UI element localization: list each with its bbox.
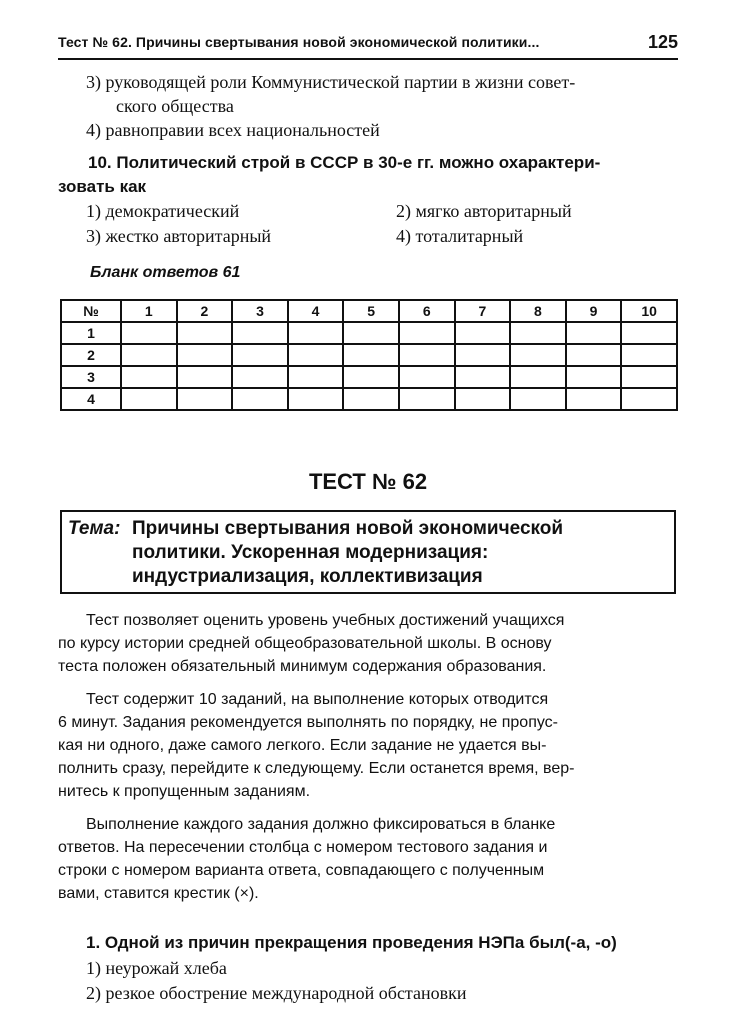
- answer-cell[interactable]: [621, 388, 677, 410]
- topic-label: Тема:: [68, 518, 121, 539]
- question-1-option-2: 2) резкое обострение международной обстановки: [86, 983, 467, 1003]
- answer-cell[interactable]: [288, 322, 344, 344]
- answer-cell[interactable]: [177, 344, 233, 366]
- question-10-option-2: 2) мягко авторитарный: [396, 201, 572, 221]
- row-header: 4: [61, 388, 121, 410]
- intro-paragraph-2: [58, 688, 678, 803]
- test-title: ТЕСТ № 62: [308, 469, 428, 494]
- answer-cell[interactable]: [121, 366, 177, 388]
- answer-cell[interactable]: [510, 344, 566, 366]
- paragraph-line: Выполнение каждого задания должно фиксироваться в бланке: [86, 816, 556, 833]
- answer-cell[interactable]: [399, 388, 455, 410]
- column-header: 4: [288, 300, 344, 322]
- column-header: 9: [566, 300, 622, 322]
- paragraph-line: ответов. На пересечении столбца с номером тестового задания и: [58, 839, 548, 856]
- answer-cell[interactable]: [343, 344, 399, 366]
- answer-cell[interactable]: [621, 344, 677, 366]
- paragraph-line: Тест позволяет оценить уровень учебных достижений учащихся: [86, 612, 565, 629]
- answer-cell[interactable]: [121, 322, 177, 344]
- answer-cell[interactable]: [177, 388, 233, 410]
- paragraph-line: кая ни одного, даже самого легкого. Если задание не удается вы-: [58, 737, 547, 754]
- column-header: 2: [177, 300, 233, 322]
- row-header: 2: [61, 344, 121, 366]
- answer-cell[interactable]: [343, 322, 399, 344]
- answer-sheet-title: Бланк ответов 61: [90, 264, 241, 281]
- prev-option-4: 4) равноправии всех национальностей: [86, 120, 380, 140]
- answer-cell[interactable]: [121, 388, 177, 410]
- question-10-option-1: 1) демократический: [86, 201, 240, 221]
- answer-cell[interactable]: [177, 322, 233, 344]
- paragraph-line: нитесь к пропущенным заданиям.: [58, 783, 311, 800]
- column-header: 8: [510, 300, 566, 322]
- answer-cell[interactable]: [455, 322, 511, 344]
- answer-cell[interactable]: [455, 344, 511, 366]
- answer-cell[interactable]: [510, 322, 566, 344]
- column-header: 3: [232, 300, 288, 322]
- question-1-text: 1. Одной из причин прекращения проведения НЭПа был(-а, -о): [86, 933, 617, 952]
- question-10-line-2: зовать как: [58, 177, 147, 196]
- question-10-line-1: 10. Политический строй в СССР в 30-е гг. можно охарактери-: [88, 153, 601, 172]
- answer-cell[interactable]: [232, 366, 288, 388]
- question-10-option-4: 4) тоталитарный: [396, 226, 524, 246]
- answer-cell[interactable]: [121, 344, 177, 366]
- running-header: [58, 30, 678, 60]
- table-row: [61, 344, 677, 366]
- answer-cell[interactable]: [399, 322, 455, 344]
- column-header: 5: [343, 300, 399, 322]
- answer-cell[interactable]: [621, 322, 677, 344]
- topic-line: Причины свертывания новой экономической: [132, 518, 564, 539]
- prev-option-3-line-1: 3) руководящей роли Коммунистической партии в жизни совет-: [86, 72, 576, 92]
- column-header: 1: [121, 300, 177, 322]
- paragraph-line: строки с номером варианта ответа, совпадающего с полученным: [58, 862, 545, 879]
- column-header: 6: [399, 300, 455, 322]
- answer-cell[interactable]: [288, 366, 344, 388]
- page-number: 125: [647, 32, 678, 52]
- prev-option-3-line-2: ского общества: [116, 96, 234, 116]
- question-1-option-1: 1) неурожай хлеба: [86, 958, 227, 978]
- answer-cell[interactable]: [343, 388, 399, 410]
- answer-cell[interactable]: [510, 366, 566, 388]
- paragraph-line: 6 минут. Задания рекомендуется выполнять по порядку, не пропус-: [58, 714, 558, 731]
- running-header-title: Тест № 62. Причины свертывания новой экономической политики...: [58, 34, 540, 50]
- answer-cell[interactable]: [566, 322, 622, 344]
- answer-cell[interactable]: [566, 344, 622, 366]
- intro-paragraph-3: [58, 813, 678, 905]
- answer-cell[interactable]: [288, 344, 344, 366]
- column-header: 10: [621, 300, 677, 322]
- row-header: 3: [61, 366, 121, 388]
- topic-box: [60, 510, 676, 594]
- paragraph-line: полнить сразу, перейдите к следующему. Если останется время, вер-: [58, 760, 575, 777]
- intro-paragraph-1: [58, 609, 678, 678]
- topic-line: политики. Ускоренная модернизация:: [132, 542, 489, 563]
- answer-cell[interactable]: [566, 388, 622, 410]
- paragraph-line: по курсу истории средней общеобразовательной школы. В основу: [58, 635, 552, 652]
- answer-sheet-corner: №: [61, 300, 121, 322]
- answer-cell[interactable]: [621, 366, 677, 388]
- question-10-option-3: 3) жестко авторитарный: [86, 226, 272, 246]
- row-header: 1: [61, 322, 121, 344]
- answer-cell[interactable]: [566, 366, 622, 388]
- paragraph-line: теста положен обязательный минимум содержания образования.: [58, 658, 547, 675]
- table-row: [61, 388, 677, 410]
- table-row: [61, 322, 677, 344]
- table-row: [61, 366, 677, 388]
- answer-cell[interactable]: [399, 366, 455, 388]
- answer-cell[interactable]: [455, 366, 511, 388]
- answer-cell[interactable]: [177, 366, 233, 388]
- paragraph-line: вами, ставится крестик (×).: [58, 885, 259, 902]
- column-header: 7: [455, 300, 511, 322]
- topic-line: индустриализация, коллективизация: [132, 566, 483, 587]
- answer-cell[interactable]: [455, 388, 511, 410]
- answer-cell[interactable]: [343, 366, 399, 388]
- answer-cell[interactable]: [510, 388, 566, 410]
- answer-cell[interactable]: [232, 322, 288, 344]
- answer-cell[interactable]: [232, 388, 288, 410]
- answer-sheet-table: [60, 299, 678, 411]
- paragraph-line: Тест содержит 10 заданий, на выполнение которых отводится: [86, 691, 549, 708]
- answer-sheet-header-row: [61, 300, 677, 322]
- answer-cell[interactable]: [399, 344, 455, 366]
- answer-cell[interactable]: [232, 344, 288, 366]
- answer-cell[interactable]: [288, 388, 344, 410]
